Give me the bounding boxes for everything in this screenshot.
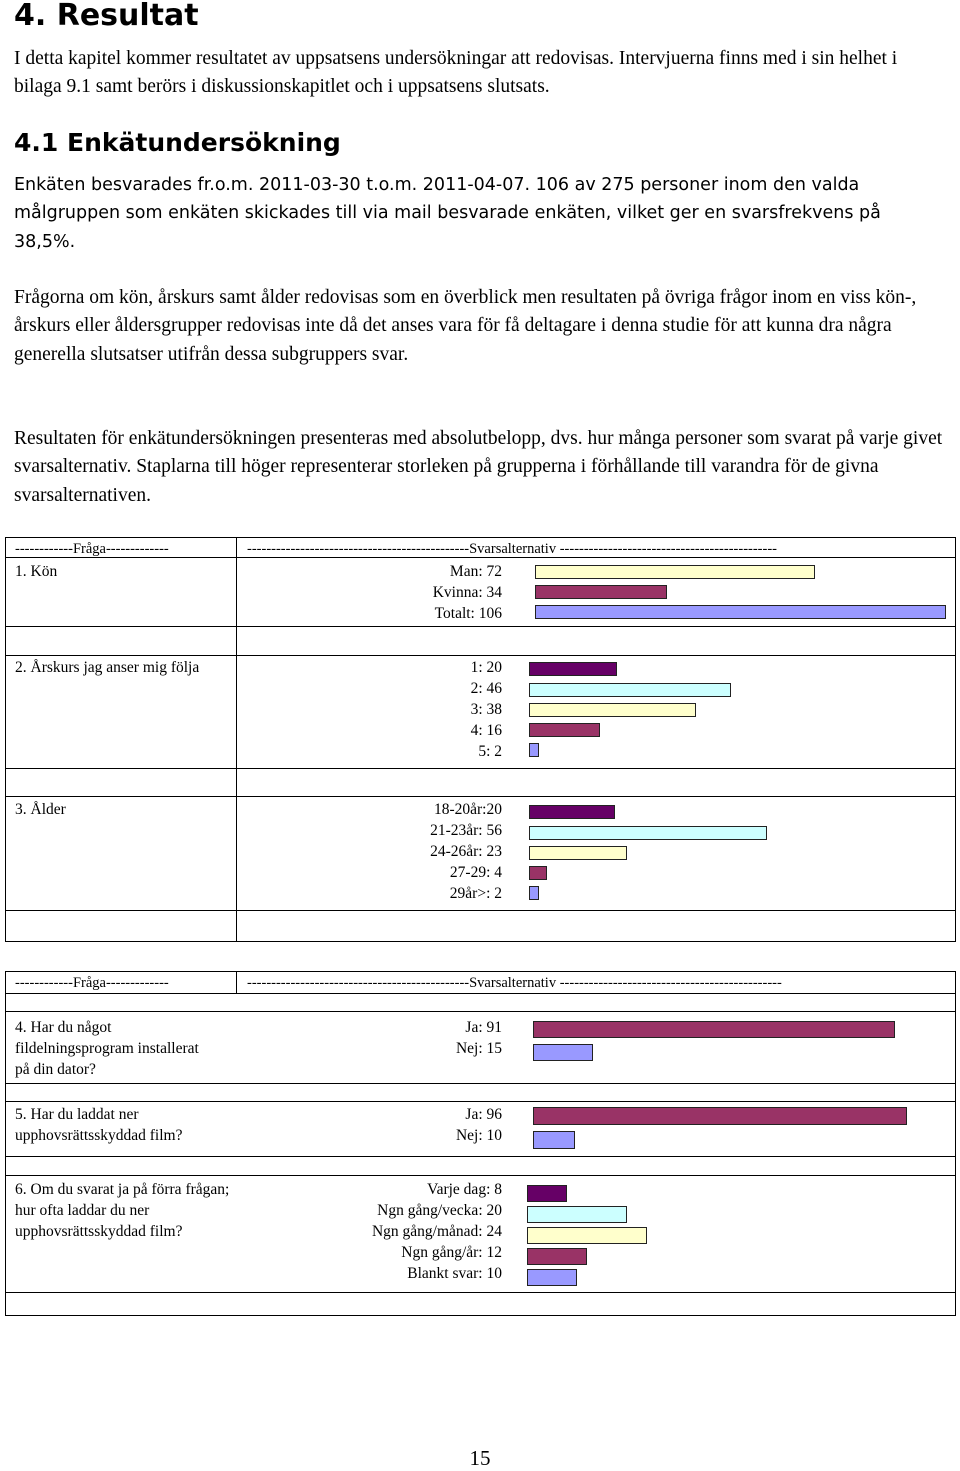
q6-bar-4 bbox=[527, 1248, 587, 1265]
survey-paragraph: Enkäten besvarades fr.o.m. 2011-03-30 t.o.m. 2011-04-07. 106 av 275 personer inom den valda målgruppen som enkäten skickades till via mail besvarade enkäten, vilket ger en svarsfrekvens på 38,5%. bbox=[14, 175, 881, 252]
q3-answer-2: 21-23år: 56 bbox=[430, 822, 502, 839]
q6-answer-1: Varje dag: 8 bbox=[427, 1181, 502, 1198]
q3-answer-5: 29år>: 2 bbox=[449, 885, 502, 902]
page-number: 15 bbox=[469, 1446, 491, 1470]
table1-question-header: ------------Fråga------------- bbox=[15, 541, 169, 557]
q1-bar-3 bbox=[535, 605, 946, 619]
q2-answer-5: 5: 2 bbox=[478, 743, 502, 760]
q2-answer-2: 2: 46 bbox=[470, 680, 502, 697]
q2-answer-4: 4: 16 bbox=[470, 722, 502, 739]
q4-answer-1: Ja: 91 bbox=[465, 1019, 502, 1036]
q3-answer-1: 18-20år:20 bbox=[433, 801, 502, 818]
q2-answer-1: 1: 20 bbox=[470, 659, 502, 676]
q4-answer-2: Nej: 15 bbox=[455, 1040, 502, 1057]
q3-answer-4: 27-29: 4 bbox=[449, 864, 502, 881]
question-1: 1. Kön bbox=[15, 563, 58, 580]
question-2: 2. Årskurs jag anser mig följa bbox=[15, 659, 200, 676]
q2-bar-3 bbox=[529, 703, 696, 717]
q5-bar-2 bbox=[533, 1131, 575, 1149]
q3-bar-1 bbox=[529, 805, 615, 819]
intro-paragraph: I detta kapitel kommer resultatet av uppsatsens undersökningar att redovisas. Intervjuerna finns med i sin helhet i bilaga 9.1 samt berörs i diskussionskapitlet och i uppsatsens slutsats. bbox=[14, 48, 898, 98]
q6-bar-5 bbox=[527, 1269, 577, 1286]
results-paragraph: Resultaten för enkätundersökningen presenteras med absolutbelopp, dvs. hur många personer som svarat på varje givet svarsalternativ. Staplarna till höger representerar storleken på grupperna i förhållande till varandra för de givna svarsalternativen. bbox=[14, 428, 943, 506]
q6-answer-2: Ngn gång/vecka: 20 bbox=[377, 1202, 502, 1219]
q2-bar-4 bbox=[529, 723, 600, 737]
q6-bar-2 bbox=[527, 1206, 627, 1223]
table2-question-header: ------------Fråga------------- bbox=[15, 975, 169, 991]
q1-answer-2: Kvinna: 34 bbox=[432, 584, 502, 601]
question-4: 4. Har du något fildelningsprogram installerat på din dator? bbox=[15, 1019, 199, 1078]
question-5: 5. Har du laddat ner upphovsrättsskyddad film? bbox=[15, 1106, 183, 1144]
q4-bar-2 bbox=[533, 1044, 593, 1061]
q6-answer-3: Ngn gång/månad: 24 bbox=[371, 1223, 502, 1240]
q3-answer-3: 24-26år: 23 bbox=[430, 843, 502, 860]
q5-answer-1: Ja: 96 bbox=[465, 1106, 502, 1123]
q3-bar-4 bbox=[529, 866, 547, 880]
q2-bar-2 bbox=[529, 683, 731, 697]
q2-bar-5 bbox=[529, 743, 539, 757]
q6-answer-4: Ngn gång/år: 12 bbox=[401, 1244, 502, 1261]
section-heading: 4.1 Enkätundersökning bbox=[14, 128, 341, 157]
method-paragraph: Frågorna om kön, årskurs samt ålder redovisas som en överblick men resultaten på övriga frågor inom en viss kön-, årskurs eller åldersgrupper redovisas inte då det anses vara för få deltagare i denna studie för att kunna dra några generella slutsatser utifrån dessa subgruppers svar. bbox=[14, 287, 917, 365]
question-3: 3. Ålder bbox=[15, 801, 66, 818]
q1-bar-2 bbox=[535, 585, 667, 599]
q1-bar-1 bbox=[535, 565, 815, 579]
q6-answer-5: Blankt svar: 10 bbox=[407, 1265, 502, 1282]
chapter-heading: 4. Resultat bbox=[14, 0, 199, 33]
q5-answer-2: Nej: 10 bbox=[455, 1127, 502, 1144]
q3-bar-2 bbox=[529, 826, 767, 840]
q6-bar-1 bbox=[527, 1185, 567, 1202]
q2-answer-3: 3: 38 bbox=[470, 701, 502, 718]
q6-bar-3 bbox=[527, 1227, 647, 1244]
q5-bar-1 bbox=[533, 1107, 907, 1125]
q2-bar-1 bbox=[529, 662, 617, 676]
question-6: 6. Om du svarat ja på förra frågan; hur ofta laddar du ner upphovsrättsskyddad film? bbox=[15, 1181, 230, 1240]
q3-bar-5 bbox=[529, 886, 539, 900]
q3-bar-3 bbox=[529, 846, 627, 860]
q1-answer-1: Man: 72 bbox=[449, 563, 502, 580]
table1-answer-header: ----------------------------------------------Svarsalternativ --------------------------------------------- bbox=[247, 541, 778, 557]
table2-answer-header: ----------------------------------------------Svarsalternativ ---------------------------------------------- bbox=[247, 975, 782, 991]
q4-bar-1 bbox=[533, 1021, 895, 1038]
q1-answer-3: Totalt: 106 bbox=[434, 605, 502, 622]
